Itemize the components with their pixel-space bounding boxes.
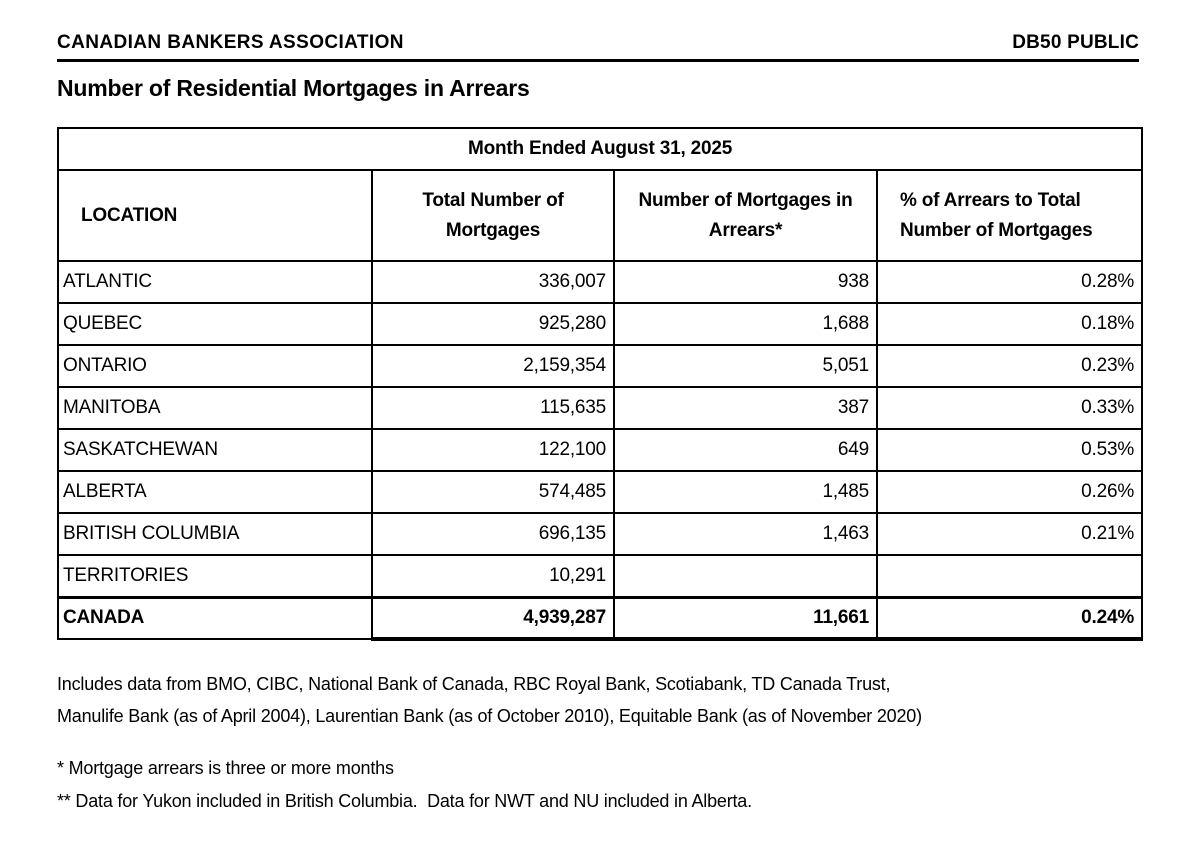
cell-pct-arrears: 0.23% [877, 345, 1142, 387]
footnote-includes-line1: Includes data from BMO, CIBC, National Bank of Canada, RBC Royal Bank, Scotiabank, TD Canada Trust, [57, 674, 891, 694]
period-label: Month Ended August 31, 2025 [58, 128, 1142, 170]
column-header-label: Mortgages [445, 219, 541, 241]
column-header-label: Number of Mortgages in [638, 190, 853, 212]
column-header-location [58, 170, 372, 261]
column-header-row [58, 170, 1142, 261]
footnote-includes-line2: Manulife Bank (as of April 2004), Laurentian Bank (as of October 2010), Equitable Bank (as of November 2020) [57, 706, 922, 726]
table-row [58, 471, 1142, 513]
cell-location: CANADA [58, 597, 372, 639]
cell-location: BRITISH COLUMBIA [58, 513, 372, 555]
arrears-table [57, 127, 1143, 641]
cell-total-mortgages: 115,635 [372, 387, 614, 429]
column-header-pct-arrears [877, 170, 1142, 261]
column-header-label: Number of Mortgages [900, 219, 1093, 241]
cell-arrears: 938 [614, 261, 877, 303]
cell-location: TERRITORIES [58, 555, 372, 597]
cell-total-mortgages: 122,100 [372, 429, 614, 471]
column-header-label: Arrears* [708, 219, 783, 241]
cell-pct-arrears: 0.28% [877, 261, 1142, 303]
cell-total-mortgages: 10,291 [372, 555, 614, 597]
table-row [58, 303, 1142, 345]
cell-location: QUEBEC [58, 303, 372, 345]
cell-pct-arrears: 0.26% [877, 471, 1142, 513]
table-row [58, 261, 1142, 303]
footnote-territories: ** Data for Yukon included in British Columbia. Data for NWT and NU included in Alberta. [57, 791, 752, 811]
footnote-includes [57, 668, 1140, 732]
table-row [58, 597, 1142, 639]
column-header-label: LOCATION [81, 204, 178, 226]
column-header-label: % of Arrears to Total [900, 190, 1081, 212]
organization-name: CANADIAN BANKERS ASSOCIATION [57, 32, 404, 53]
cell-pct-arrears: 0.18% [877, 303, 1142, 345]
table-body [58, 261, 1142, 639]
cell-total-mortgages: 4,939,287 [372, 597, 614, 639]
doc-code: DB50 PUBLIC [1012, 32, 1139, 53]
cell-pct-arrears [877, 555, 1142, 597]
table-row [58, 429, 1142, 471]
cell-arrears: 1,485 [614, 471, 877, 513]
table-row [58, 345, 1142, 387]
cell-pct-arrears: 0.21% [877, 513, 1142, 555]
column-header-label: Total Number of [422, 190, 564, 212]
column-header-mortgages-in-arrears [614, 170, 877, 261]
footnote-arrears-definition: * Mortgage arrears is three or more months [57, 758, 394, 778]
cell-total-mortgages: 2,159,354 [372, 345, 614, 387]
cell-total-mortgages: 696,135 [372, 513, 614, 555]
cell-location: ONTARIO [58, 345, 372, 387]
cell-location: ATLANTIC [58, 261, 372, 303]
cell-pct-arrears: 0.53% [877, 429, 1142, 471]
cell-total-mortgages: 574,485 [372, 471, 614, 513]
table-row [58, 513, 1142, 555]
cell-pct-arrears: 0.33% [877, 387, 1142, 429]
table-row [58, 387, 1142, 429]
cell-arrears: 1,463 [614, 513, 877, 555]
cell-total-mortgages: 925,280 [372, 303, 614, 345]
cell-arrears: 1,688 [614, 303, 877, 345]
cell-arrears: 5,051 [614, 345, 877, 387]
cell-arrears: 387 [614, 387, 877, 429]
cell-arrears: 11,661 [614, 597, 877, 639]
cell-total-mortgages: 336,007 [372, 261, 614, 303]
cell-pct-arrears: 0.24% [877, 597, 1142, 639]
cell-location: SASKATCHEWAN [58, 429, 372, 471]
period-row [58, 128, 1142, 170]
masthead [57, 32, 1139, 62]
cell-arrears [614, 555, 877, 597]
cell-location: MANITOBA [58, 387, 372, 429]
cell-arrears: 649 [614, 429, 877, 471]
page-title: Number of Residential Mortgages in Arrears [57, 75, 530, 101]
column-header-total-mortgages [372, 170, 614, 261]
table-row [58, 555, 1142, 597]
cell-location: ALBERTA [58, 471, 372, 513]
